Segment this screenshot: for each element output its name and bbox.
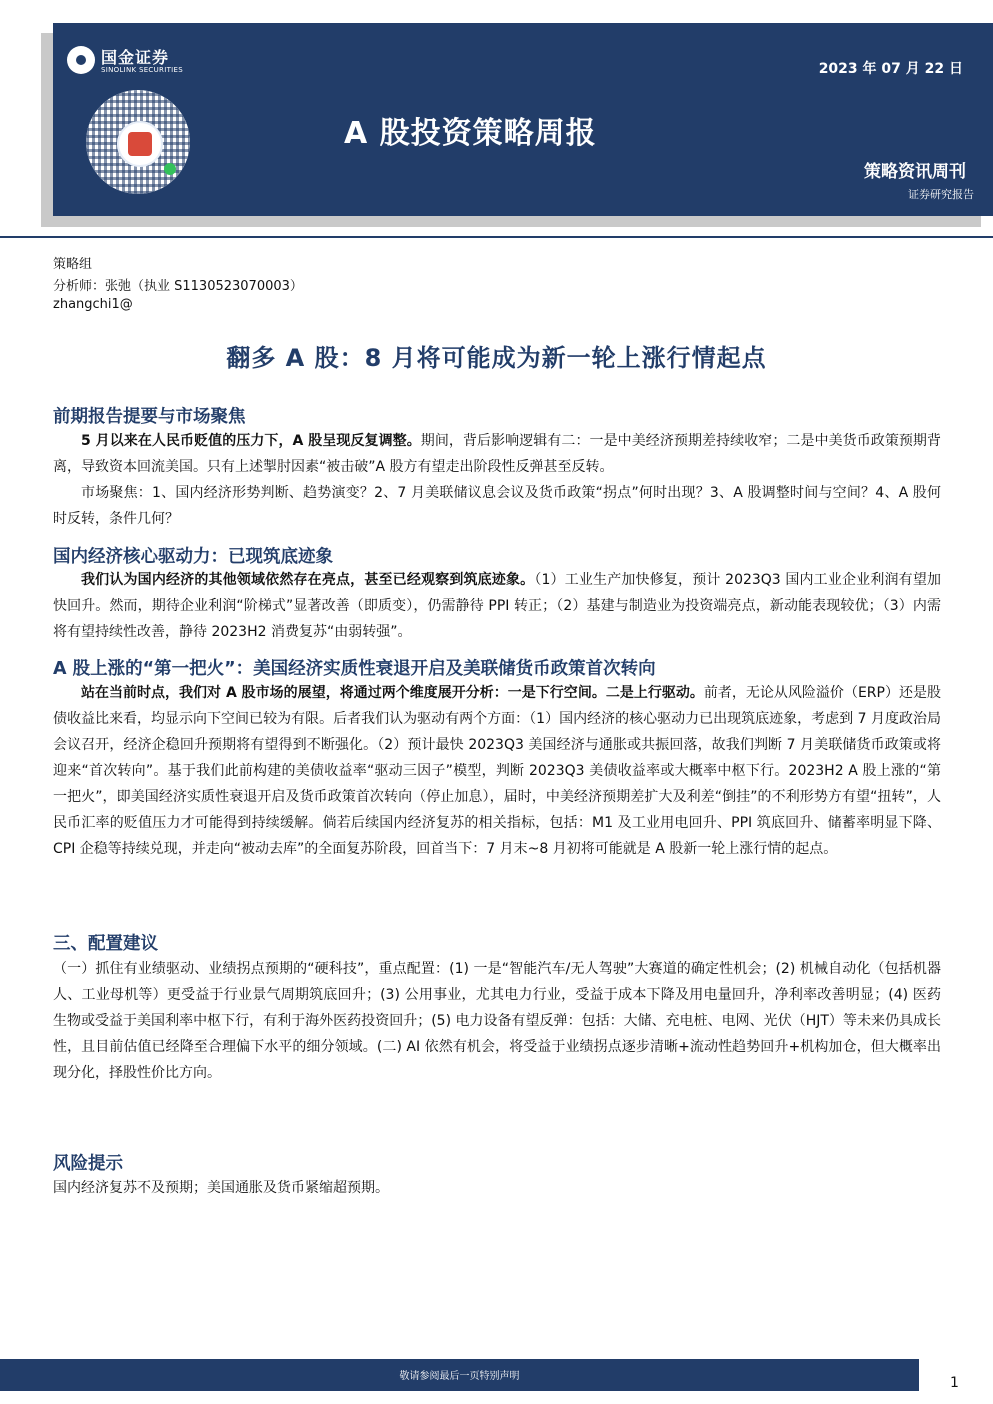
section-heading-economy: 国内经济核心驱动力：已现筑底迹象 [53,547,333,567]
company-logo-icon [67,46,95,74]
report-title: A 股投资策略周报 [344,116,597,151]
paragraph-body: 前者，无论从风险溢价（ERP）还是股债收益比来看，均显示向下空间已较为有限。后者我们认为驱动有两个方面：（1）国内经济的核心驱动力已出现筑底迹象，考虑到 7 月度政治局会议召开，经济企稳回升预期将有望得到不断强化。（2）预计最快 2023Q3 美国经济与通胀或共振回落，故我们判断 7 月美联储货币政策或将迎来“首次转向”。基于我们此前构建的美债收益率“驱动三因子”模型，判断 2023Q3 美债收益率或大概率中枢下行。2023H2 A 股上涨的“第一把火”，即美国经济实质性衰退开启及货币政策首次转向（停止加息），届时，中美经济预期差扩大及利差“倒挂”的不利形势方有望“扭转”，人民币汇率的贬值压力才可能得到持续缓解。倘若后续国内经济复苏的相关指标，包括：M1 及工业用电回升、PPI 筑底回升、储蓄率明显下降、CPI 企稳等持续兑现，并走向“被动去库”的全面复苏阶段，回首当下：7 月末~8 月初将可能就是 A 股新一轮上涨行情的起点。 [53,685,941,857]
logo-text-cn: 国金证券 [101,48,170,67]
section-heading-allocation: 三、配置建议 [53,934,158,954]
logo-text-en: SINOLINK SECURITIES [101,66,183,74]
section-paragraph: （一）抓住有业绩驱动、业绩拐点预期的“硬科技”，重点配置：(1) 一是“智能汽车/无人驾驶”大赛道的确定性机会；(2) 机械自动化（包括机器人、工业母机等）更受益于行业景气周期筑底回升；(3) 公用事业，尤其电力行业，受益于成本下降及用电量回升，净利率改善明显；(4) 医药生物或受益于美国利率中枢下行，有利于海外医药投资回升；(5) 电力设备有望反弹：包括：大储、充电桩、电网、光伏（HJT）等未来仍具成长性，且目前估值已经降至合理偏下水平的细分领域。(二) AI 依然有机会，将受益于业绩拐点逐步清晰+流动性趋势回升+机构加仓，但大概率出现分化，择股性价比方向。 [53,961,941,1081]
analyst-name: 分析师：张弛（执业 S1130523070003） [53,279,303,294]
paragraph-lead: 站在当前时点，我们对 A 股市场的展望，将通过两个维度展开分析：一是下行空间。二是上行驱动。 [81,685,704,701]
page-number: 1 [950,1375,959,1391]
company-logo [67,45,217,81]
section-paragraph [53,567,941,645]
report-series: 策略资讯周刊 [864,162,966,182]
header-rule [0,236,993,238]
section-paragraph [53,680,941,862]
report-date: 2023 年 07 月 22 日 [818,61,963,77]
qr-code-icon [86,90,190,194]
qr-center-logo [117,121,163,167]
analyst-email[interactable]: zhangchi1@ [53,297,133,312]
section-heading-risk: 风险提示 [53,1154,123,1174]
wechat-icon [164,163,176,175]
section-paragraph: 市场聚焦：1、国内经济形势判断、趋势演变？2、7 月美联储议息会议及货币政策“拐点”何时出现？3、A 股调整时间与空间？4、A 股何时反转，条件几何？ [53,485,941,527]
paragraph-lead: 5 月以来在人民币贬值的压力下，A 股呈现反复调整。 [81,433,421,449]
paragraph-body: （1）工业生产加快修复，预计 2023Q3 国内工业企业利润有望加快回升。然而，期待企业利润“阶梯式”显著改善（即质变），仍需静待 PPI 转正；（2）基建与制造业为投资端亮点，新动能表现较优；（3）内需将有望持续性改善，静待 2023H2 消费复苏“由弱转强”。 [53,572,941,640]
paragraph-body: 期间，背后影响逻辑有二：一是中美经济预期差持续收窄；二是中美货币政策预期背离，导致资本回流美国。只有上述掣肘因素“被击破”A 股方有望走出阶段性反弹甚至反转。 [53,433,941,475]
footer-disclaimer: 敬请参阅最后一页特别声明 [399,1371,520,1382]
section-heading-preview: 前期报告提要与市场聚焦 [53,407,246,427]
document-title: 翻多 A 股：8 月将可能成为新一轮上涨行情起点 [226,344,767,372]
analyst-group: 策略组 [53,257,93,272]
section-paragraph: 国内经济复苏不及预期；美国通胀及货币紧缩超预期。 [53,1180,389,1196]
report-type: 证券研究报告 [908,188,974,201]
section-heading-first-fire: A 股上涨的“第一把火”：美国经济实质性衰退开启及美联储货币政策首次转向 [53,659,656,679]
paragraph-lead: 我们认为国内经济的其他领域依然存在亮点，甚至已经观察到筑底迹象。 [81,572,535,588]
section-paragraph [53,428,941,480]
